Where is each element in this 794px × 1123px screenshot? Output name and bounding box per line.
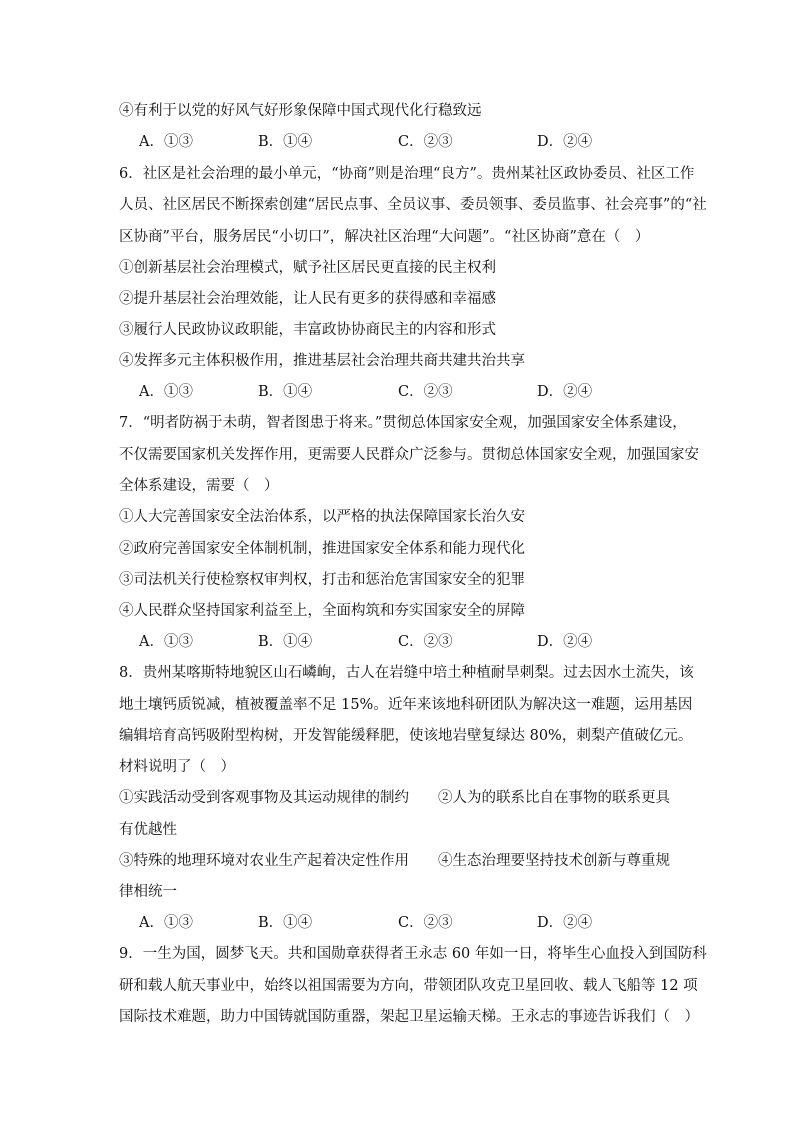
q7-option-b[interactable]: B．①④ xyxy=(258,634,313,650)
q8-stem-line-1: 8．贵州某喀斯特地貌区山石嶙峋，古人在岩缝中培土种植耐旱刺梨。过去因水土流失，该 xyxy=(119,665,694,681)
q6-statement-4: ④发挥多元主体积极作用，推进基层社会治理共商共建共治共享 xyxy=(119,353,525,369)
q6-options xyxy=(139,382,639,402)
q7-statement-3: ③司法机关行使检察权审判权，打击和惩治危害国家安全的犯罪 xyxy=(119,572,525,588)
q6-option-a[interactable]: A．①③ xyxy=(139,384,193,400)
q8-option-c[interactable]: C．②③ xyxy=(398,915,453,931)
q6-stem-line-1: 6．社区是社会治理的最小单元，“协商”则是治理“良方”。贵州某社区政协委员、社区工作 xyxy=(119,166,695,182)
q8-stem-line-2: 地土壤钙质锐减，植被覆盖率不足 15%。近年来该地科研团队为解决这一难题，运用基因 xyxy=(119,697,693,713)
q5-option-b[interactable]: B．①④ xyxy=(258,134,313,150)
q7-option-c[interactable]: C．②③ xyxy=(398,634,453,650)
q7-option-a[interactable]: A．①③ xyxy=(139,634,193,650)
q8-option-d[interactable]: D．②④ xyxy=(537,915,593,931)
q7-options xyxy=(139,632,639,652)
q7-statement-1: ①人大完善国家安全法治体系，以严格的执法保障国家长治久安 xyxy=(119,509,525,525)
q8-options xyxy=(139,913,639,933)
q8-stem-line-4: 材料说明了（ ） xyxy=(119,759,235,775)
q6-statement-2: ②提升基层社会治理效能，让人民有更多的获得感和幸福感 xyxy=(119,291,496,307)
q7-stem-line-1: 7．“明者防祸于未萌，智者图患于将来。”贯彻总体国家安全观，加强国家安全体系建设， xyxy=(119,415,687,431)
q6-option-c[interactable]: C．②③ xyxy=(398,384,453,400)
q8-option-a[interactable]: A．①③ xyxy=(139,915,193,931)
q7-statement-2: ②政府完善国家安全体制机制，推进国家安全体系和能力现代化 xyxy=(119,541,525,557)
q7-stem-line-2: 不仅需要国家机关发挥作用，更需要人民群众广泛参与。贯彻总体国家安全观，加强国家安 xyxy=(119,447,699,463)
q6-statement-3: ③履行人民政协议政职能，丰富政协协商民主的内容和形式 xyxy=(119,322,496,338)
q6-option-b[interactable]: B．①④ xyxy=(258,384,313,400)
q8-statement-row-2: 有优越性 xyxy=(119,822,177,838)
q9-stem-line-3: 国际技术难题，助力中国铸就国防重器，架起卫星运输天梯。王永志的事迹告诉我们（ ） xyxy=(119,1009,699,1025)
q7-statement-4: ④人民群众坚持国家利益至上，全面构筑和夯实国家安全的屏障 xyxy=(119,603,525,619)
q8-stem-line-3: 编辑培育高钙吸附型构树，开发智能缓释肥，使该地岩壁复绿达 80%，刺梨产值破亿元。 xyxy=(119,728,693,744)
q7-stem-line-3: 全体系建设，需要（ ） xyxy=(119,478,279,494)
q8-statement-row-4: 律相统一 xyxy=(119,884,177,900)
q6-option-d[interactable]: D．②④ xyxy=(537,384,593,400)
q5-option-c[interactable]: C．②③ xyxy=(398,134,453,150)
q5-option-d[interactable]: D．②④ xyxy=(537,134,593,150)
q9-stem-line-2: 研和载人航天事业中，始终以祖国需要为方向，带领团队攻克卫星回收、载人飞船等 12 项 xyxy=(119,978,698,994)
q6-stem-line-3: 区协商”平台，服务居民“小切口”，解决社区治理“大问题”。“社区协商”意在（ ） xyxy=(119,229,650,245)
q7-option-d[interactable]: D．②④ xyxy=(537,634,593,650)
q8-option-b[interactable]: B．①④ xyxy=(258,915,313,931)
q8-statement-row-3: ③特殊的地理环境对农业生产起着决定性作用 ④生态治理要坚持技术创新与尊重规 xyxy=(119,853,670,869)
q6-statement-1: ①创新基层社会治理模式，赋予社区居民更直接的民主权利 xyxy=(119,260,496,276)
q5-options xyxy=(139,132,639,152)
q6-stem-line-2: 人员、社区居民不断探索创建“居民点事、全员议事、委员领事、委员监事、社会亮事”的“社 xyxy=(119,197,707,213)
q5-statement-4: ④有利于以党的好风气好形象保障中国式现代化行稳致远 xyxy=(119,103,482,119)
q8-statement-row-1: ①实践活动受到客观事物及其运动规律的制约 ②人为的联系比自在事物的联系更具 xyxy=(119,790,670,806)
q9-stem-line-1: 9．一生为国，圆梦飞天。共和国勋章获得者王永志 60 年如一日，将毕生心血投入到国防科 xyxy=(119,946,707,962)
q5-option-a[interactable]: A．①③ xyxy=(139,134,193,150)
